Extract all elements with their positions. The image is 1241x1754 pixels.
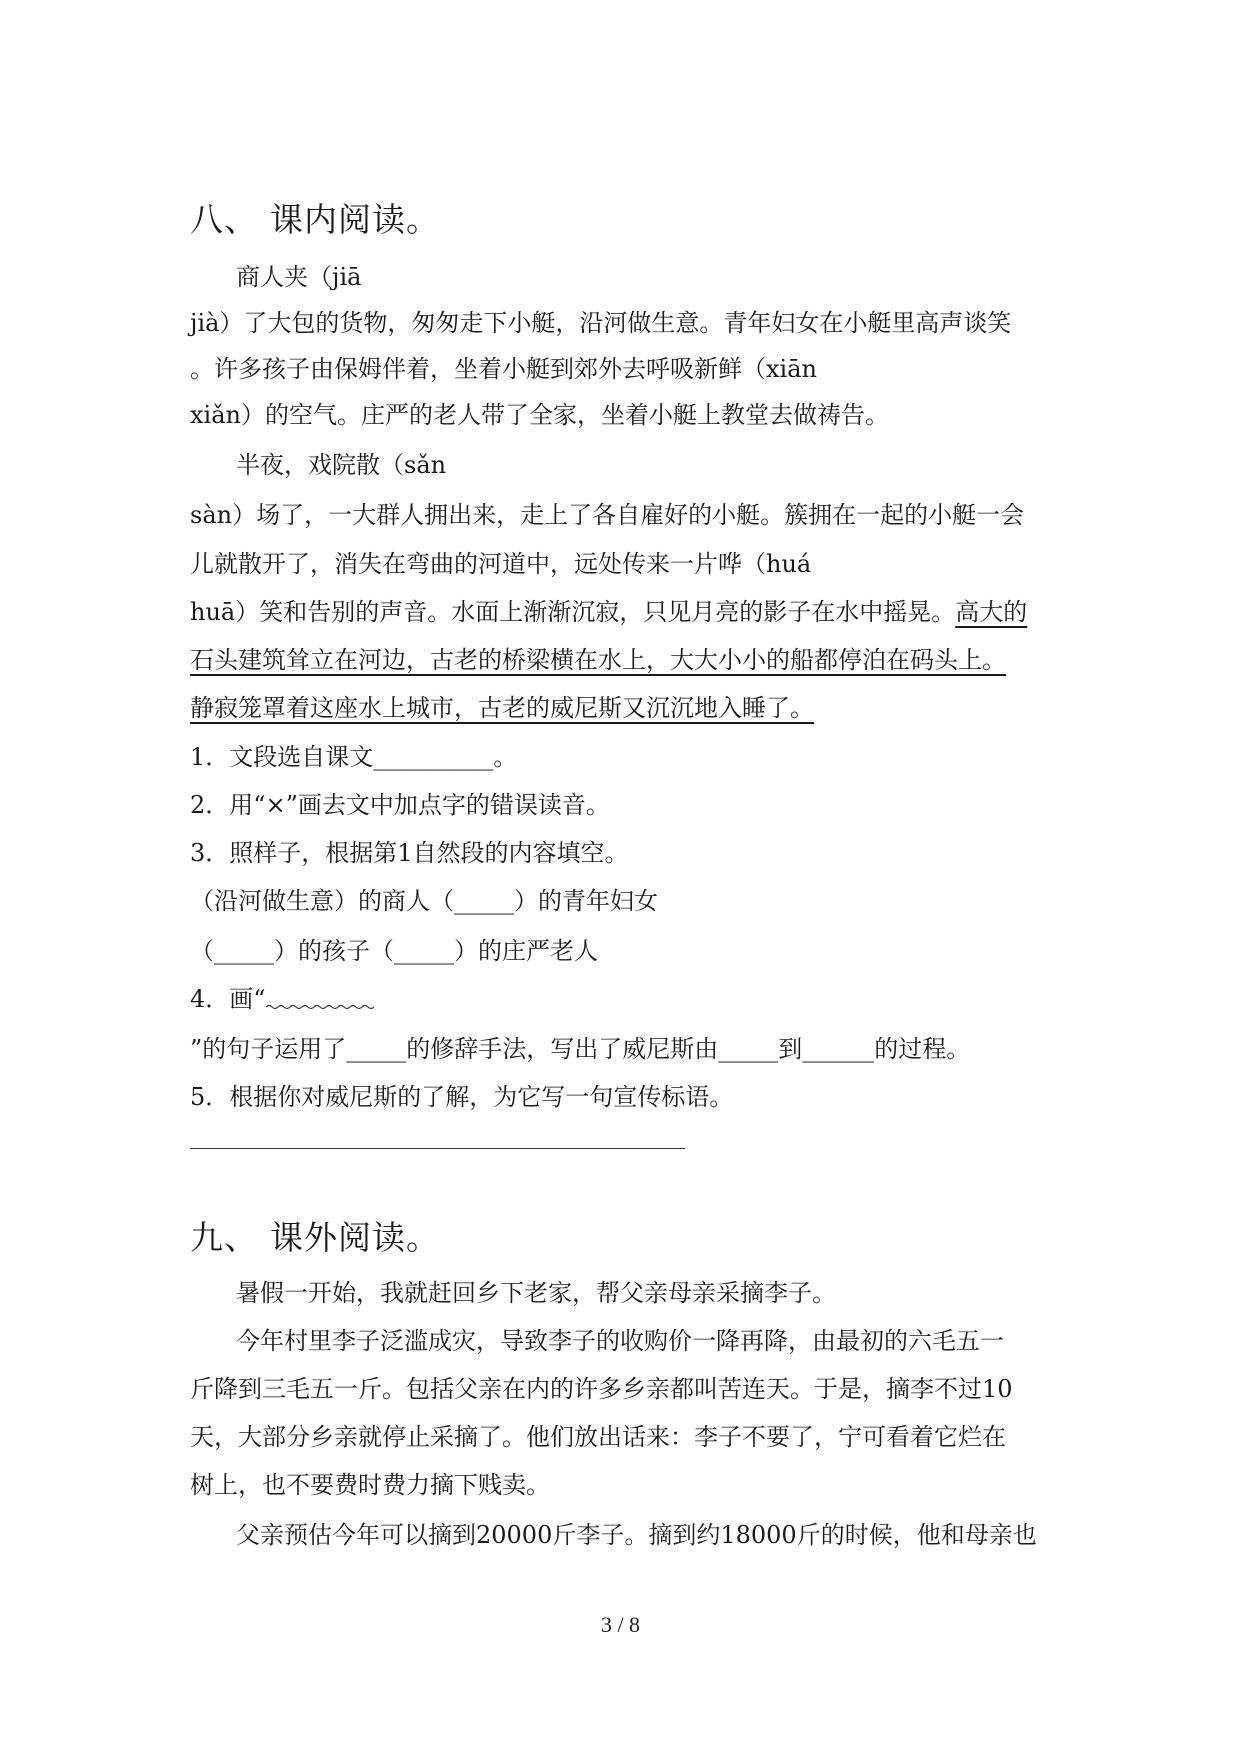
page-number: 3 / 8 [600, 1612, 641, 1637]
underlined-sentence: 静寂笼罩着这座水上城市，古老的威尼斯又沉沉地入睡了。 [190, 694, 814, 722]
passage-line: 半夜，戏院散（sǎn [236, 451, 447, 479]
passage-line: sàn）场了，一大群人拥出来，走上了各自雇好的小艇。簇拥在一起的小艇一会 [190, 501, 1025, 529]
wavy-underline-sample [266, 991, 374, 1011]
question-1: 1．文段选自课文__________。 [190, 743, 518, 771]
passage-line: jià）了大包的货物，匆匆走下小艇，沿河做生意。青年妇女在小艇里高声谈笑 [190, 309, 1012, 337]
passage-line: xiǎn）的空气。庄严的老人带了全家，坐着小艇上教堂去做祷告。 [190, 401, 889, 429]
section-9-number: 九、 [190, 1218, 258, 1257]
passage-line: 天，大部分乡亲就停止采摘了。他们放出话来：李子不要了，宁可看着它烂在 [190, 1423, 1006, 1451]
passage-line: 商人夹（jiā [236, 263, 362, 291]
section-8-heading [190, 194, 440, 241]
passage-line: 父亲预估今年可以摘到20000斤李子。摘到约18000斤的时候，他和母亲也 [236, 1521, 1037, 1549]
answer-line [190, 1148, 685, 1149]
passage-line: 今年村里李子泛滥成灾，导致李子的收购价一降再降，由最初的六毛五一 [236, 1327, 1004, 1355]
passage-line: 儿就散开了，消失在弯曲的河道中，远处传来一片哗（huá [190, 550, 812, 578]
section-8-title: 课内阅读。 [270, 200, 440, 239]
passage-line: 暑假一开始，我就赶回乡下老家，帮父亲母亲采摘李子。 [236, 1279, 836, 1307]
question-2: 2．用“×”画去文中加点字的错误读音。 [190, 791, 610, 819]
question-5: 5．根据你对威尼斯的了解，为它写一句宣传标语。 [190, 1083, 734, 1111]
passage-line [190, 597, 1027, 627]
passage-line: 树上，也不要费时费力摘下贱卖。 [190, 1471, 550, 1499]
question-4 [190, 984, 374, 1014]
passage-text: huā）笑和告别的声音。水面上渐渐沉寂，只见月亮的影子在水中摇晃。 [190, 598, 956, 626]
section-9-title: 课外阅读。 [270, 1218, 440, 1257]
question-3-example: （沿河做生意）的商人（_____）的青年妇女 [190, 887, 658, 915]
question-4-continued: ”的句子运用了_____的修辞手法，写出了威尼斯由_____到______的过程。 [190, 1035, 971, 1063]
question-3: 3．照样子，根据第1自然段的内容填空。 [190, 839, 629, 867]
section-8-number: 八、 [190, 200, 258, 239]
passage-line: 斤降到三毛五一斤。包括父亲在内的许多乡亲都叫苦连天。于是，摘李不过10 [190, 1375, 1013, 1403]
underlined-sentence: 石头建筑耸立在河边，古老的桥梁横在水上，大大小小的船都停泊在码头上。 [190, 646, 1006, 674]
passage-line: 。许多孩子由保姆伴着，坐着小艇到郊外去呼吸新鲜（xiān [190, 355, 817, 383]
underlined-sentence: 高大的 [955, 598, 1028, 626]
question-3-blanks: （_____）的孩子（_____）的庄严老人 [190, 937, 598, 965]
question-4-text: 4．画“ [190, 985, 266, 1013]
section-9-heading [190, 1212, 440, 1259]
